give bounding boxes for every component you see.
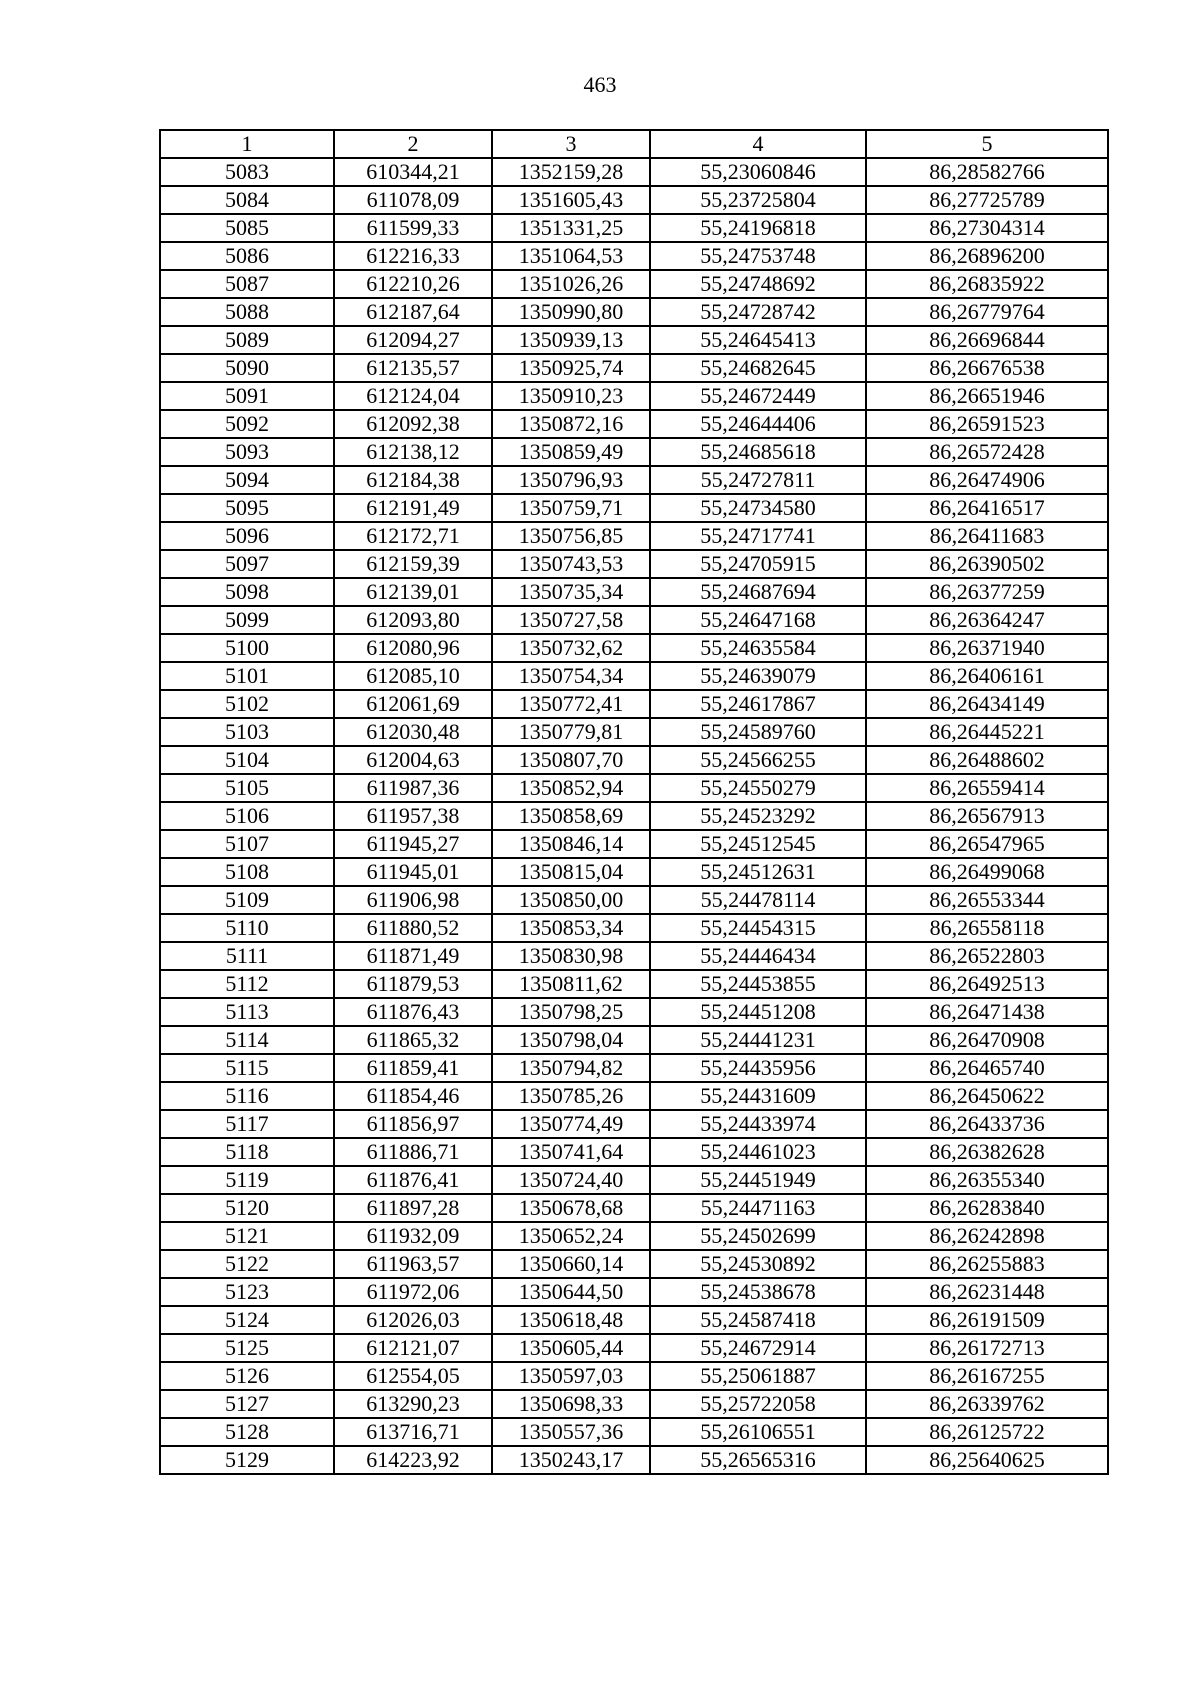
point-number-cell: 5087 <box>160 270 334 298</box>
point-number-cell: 5121 <box>160 1222 334 1250</box>
point-number-cell: 5127 <box>160 1390 334 1418</box>
point-number-cell: 5128 <box>160 1418 334 1446</box>
y-coordinate-cell: 1350652,24 <box>492 1222 650 1250</box>
y-coordinate-cell: 1350990,80 <box>492 298 650 326</box>
point-number-cell: 5108 <box>160 858 334 886</box>
latitude-cell: 55,25061887 <box>650 1362 866 1390</box>
y-coordinate-cell: 1350925,74 <box>492 354 650 382</box>
table-row <box>160 1446 1108 1474</box>
latitude-cell: 55,24451949 <box>650 1166 866 1194</box>
y-coordinate-cell: 1350853,34 <box>492 914 650 942</box>
latitude-cell: 55,24685618 <box>650 438 866 466</box>
longitude-cell: 86,26411683 <box>866 522 1108 550</box>
latitude-cell: 55,24687694 <box>650 578 866 606</box>
longitude-cell: 86,26434149 <box>866 690 1108 718</box>
y-coordinate-cell: 1350772,41 <box>492 690 650 718</box>
table-row <box>160 186 1108 214</box>
point-number-cell: 5092 <box>160 410 334 438</box>
x-coordinate-cell: 612554,05 <box>334 1362 492 1390</box>
x-coordinate-cell: 612085,10 <box>334 662 492 690</box>
longitude-cell: 86,26406161 <box>866 662 1108 690</box>
x-coordinate-cell: 611854,46 <box>334 1082 492 1110</box>
point-number-cell: 5095 <box>160 494 334 522</box>
point-number-cell: 5119 <box>160 1166 334 1194</box>
point-number-cell: 5118 <box>160 1138 334 1166</box>
y-coordinate-cell: 1350759,71 <box>492 494 650 522</box>
latitude-cell: 55,24682645 <box>650 354 866 382</box>
longitude-cell: 86,26779764 <box>866 298 1108 326</box>
x-coordinate-cell: 611945,27 <box>334 830 492 858</box>
y-coordinate-cell: 1350798,25 <box>492 998 650 1026</box>
longitude-cell: 86,27304314 <box>866 214 1108 242</box>
y-coordinate-cell: 1350644,50 <box>492 1278 650 1306</box>
longitude-cell: 86,26390502 <box>866 550 1108 578</box>
latitude-cell: 55,24530892 <box>650 1250 866 1278</box>
table-row <box>160 690 1108 718</box>
latitude-cell: 55,24753748 <box>650 242 866 270</box>
x-coordinate-cell: 611945,01 <box>334 858 492 886</box>
y-coordinate-cell: 1350557,36 <box>492 1418 650 1446</box>
latitude-cell: 55,24512631 <box>650 858 866 886</box>
table-row <box>160 438 1108 466</box>
longitude-cell: 86,26591523 <box>866 410 1108 438</box>
longitude-cell: 86,26553344 <box>866 886 1108 914</box>
latitude-cell: 55,24550279 <box>650 774 866 802</box>
longitude-cell: 86,26474906 <box>866 466 1108 494</box>
table-row <box>160 830 1108 858</box>
y-coordinate-cell: 1350785,26 <box>492 1082 650 1110</box>
latitude-cell: 55,24538678 <box>650 1278 866 1306</box>
y-coordinate-cell: 1350846,14 <box>492 830 650 858</box>
x-coordinate-cell: 611880,52 <box>334 914 492 942</box>
y-coordinate-cell: 1350754,34 <box>492 662 650 690</box>
table-row <box>160 998 1108 1026</box>
longitude-cell: 86,26172713 <box>866 1334 1108 1362</box>
x-coordinate-cell: 612187,64 <box>334 298 492 326</box>
table-row <box>160 1054 1108 1082</box>
point-number-cell: 5114 <box>160 1026 334 1054</box>
longitude-cell: 86,26488602 <box>866 746 1108 774</box>
x-coordinate-cell: 614223,92 <box>334 1446 492 1474</box>
table-row <box>160 270 1108 298</box>
table-row <box>160 718 1108 746</box>
y-coordinate-cell: 1350597,03 <box>492 1362 650 1390</box>
table-row <box>160 1418 1108 1446</box>
latitude-cell: 55,24566255 <box>650 746 866 774</box>
longitude-cell: 86,26242898 <box>866 1222 1108 1250</box>
table-row <box>160 1362 1108 1390</box>
latitude-cell: 55,24727811 <box>650 466 866 494</box>
longitude-cell: 86,26492513 <box>866 970 1108 998</box>
latitude-cell: 55,24431609 <box>650 1082 866 1110</box>
point-number-cell: 5094 <box>160 466 334 494</box>
table-row <box>160 746 1108 774</box>
point-number-cell: 5111 <box>160 942 334 970</box>
x-coordinate-cell: 611856,97 <box>334 1110 492 1138</box>
y-coordinate-cell: 1350756,85 <box>492 522 650 550</box>
table-row <box>160 914 1108 942</box>
table-row <box>160 410 1108 438</box>
table-row <box>160 1250 1108 1278</box>
longitude-cell: 86,26255883 <box>866 1250 1108 1278</box>
x-coordinate-cell: 612121,07 <box>334 1334 492 1362</box>
x-coordinate-cell: 612030,48 <box>334 718 492 746</box>
latitude-cell: 55,24512545 <box>650 830 866 858</box>
point-number-cell: 5083 <box>160 158 334 186</box>
longitude-cell: 86,26339762 <box>866 1390 1108 1418</box>
y-coordinate-cell: 1350732,62 <box>492 634 650 662</box>
point-number-cell: 5122 <box>160 1250 334 1278</box>
point-number-cell: 5125 <box>160 1334 334 1362</box>
point-number-cell: 5102 <box>160 690 334 718</box>
x-coordinate-cell: 612159,39 <box>334 550 492 578</box>
longitude-cell: 86,26465740 <box>866 1054 1108 1082</box>
point-number-cell: 5129 <box>160 1446 334 1474</box>
point-number-cell: 5105 <box>160 774 334 802</box>
column-header-2: 2 <box>334 130 492 158</box>
longitude-cell: 86,26567913 <box>866 802 1108 830</box>
x-coordinate-cell: 612184,38 <box>334 466 492 494</box>
y-coordinate-cell: 1350735,34 <box>492 578 650 606</box>
point-number-cell: 5088 <box>160 298 334 326</box>
latitude-cell: 55,24728742 <box>650 298 866 326</box>
longitude-cell: 86,26572428 <box>866 438 1108 466</box>
y-coordinate-cell: 1350727,58 <box>492 606 650 634</box>
point-number-cell: 5116 <box>160 1082 334 1110</box>
longitude-cell: 86,26522803 <box>866 942 1108 970</box>
point-number-cell: 5099 <box>160 606 334 634</box>
longitude-cell: 86,26896200 <box>866 242 1108 270</box>
point-number-cell: 5098 <box>160 578 334 606</box>
y-coordinate-cell: 1350859,49 <box>492 438 650 466</box>
point-number-cell: 5085 <box>160 214 334 242</box>
table-row <box>160 1194 1108 1222</box>
x-coordinate-cell: 612138,12 <box>334 438 492 466</box>
latitude-cell: 55,24644406 <box>650 410 866 438</box>
longitude-cell: 86,26547965 <box>866 830 1108 858</box>
latitude-cell: 55,24461023 <box>650 1138 866 1166</box>
table-row <box>160 858 1108 886</box>
longitude-cell: 86,26450622 <box>866 1082 1108 1110</box>
point-number-cell: 5110 <box>160 914 334 942</box>
longitude-cell: 86,26445221 <box>866 718 1108 746</box>
point-number-cell: 5113 <box>160 998 334 1026</box>
longitude-cell: 86,26676538 <box>866 354 1108 382</box>
table-row <box>160 1334 1108 1362</box>
y-coordinate-cell: 1350830,98 <box>492 942 650 970</box>
latitude-cell: 55,24441231 <box>650 1026 866 1054</box>
x-coordinate-cell: 612124,04 <box>334 382 492 410</box>
x-coordinate-cell: 612094,27 <box>334 326 492 354</box>
y-coordinate-cell: 1352159,28 <box>492 158 650 186</box>
point-number-cell: 5090 <box>160 354 334 382</box>
x-coordinate-cell: 611876,41 <box>334 1166 492 1194</box>
longitude-cell: 86,26416517 <box>866 494 1108 522</box>
y-coordinate-cell: 1350798,04 <box>492 1026 650 1054</box>
point-number-cell: 5100 <box>160 634 334 662</box>
table-header <box>160 130 1108 158</box>
x-coordinate-cell: 612191,49 <box>334 494 492 522</box>
table-row <box>160 1026 1108 1054</box>
longitude-cell: 86,26382628 <box>866 1138 1108 1166</box>
longitude-cell: 86,26167255 <box>866 1362 1108 1390</box>
table-row <box>160 494 1108 522</box>
table-row <box>160 522 1108 550</box>
x-coordinate-cell: 612080,96 <box>334 634 492 662</box>
table-row <box>160 578 1108 606</box>
latitude-cell: 55,24587418 <box>650 1306 866 1334</box>
latitude-cell: 55,26565316 <box>650 1446 866 1474</box>
table-row <box>160 774 1108 802</box>
longitude-cell: 86,26696844 <box>866 326 1108 354</box>
y-coordinate-cell: 1350678,68 <box>492 1194 650 1222</box>
latitude-cell: 55,24446434 <box>650 942 866 970</box>
y-coordinate-cell: 1350850,00 <box>492 886 650 914</box>
x-coordinate-cell: 611963,57 <box>334 1250 492 1278</box>
longitude-cell: 86,27725789 <box>866 186 1108 214</box>
table-row <box>160 382 1108 410</box>
point-number-cell: 5120 <box>160 1194 334 1222</box>
point-number-cell: 5124 <box>160 1306 334 1334</box>
longitude-cell: 86,26558118 <box>866 914 1108 942</box>
latitude-cell: 55,24635584 <box>650 634 866 662</box>
y-coordinate-cell: 1351026,26 <box>492 270 650 298</box>
x-coordinate-cell: 612172,71 <box>334 522 492 550</box>
x-coordinate-cell: 611078,09 <box>334 186 492 214</box>
table-row <box>160 606 1108 634</box>
latitude-cell: 55,24734580 <box>650 494 866 522</box>
longitude-cell: 86,26651946 <box>866 382 1108 410</box>
latitude-cell: 55,24453855 <box>650 970 866 998</box>
y-coordinate-cell: 1350618,48 <box>492 1306 650 1334</box>
longitude-cell: 86,26125722 <box>866 1418 1108 1446</box>
point-number-cell: 5097 <box>160 550 334 578</box>
x-coordinate-cell: 611871,49 <box>334 942 492 970</box>
latitude-cell: 55,24502699 <box>650 1222 866 1250</box>
table-row <box>160 214 1108 242</box>
y-coordinate-cell: 1351064,53 <box>492 242 650 270</box>
x-coordinate-cell: 612061,69 <box>334 690 492 718</box>
table-row <box>160 802 1108 830</box>
latitude-cell: 55,24433974 <box>650 1110 866 1138</box>
y-coordinate-cell: 1350939,13 <box>492 326 650 354</box>
y-coordinate-cell: 1350872,16 <box>492 410 650 438</box>
table-row <box>160 970 1108 998</box>
longitude-cell: 86,26559414 <box>866 774 1108 802</box>
y-coordinate-cell: 1350741,64 <box>492 1138 650 1166</box>
x-coordinate-cell: 612135,57 <box>334 354 492 382</box>
table-body <box>160 158 1108 1474</box>
point-number-cell: 5093 <box>160 438 334 466</box>
point-number-cell: 5091 <box>160 382 334 410</box>
table-row <box>160 1166 1108 1194</box>
x-coordinate-cell: 611972,06 <box>334 1278 492 1306</box>
column-header-5: 5 <box>866 130 1108 158</box>
y-coordinate-cell: 1350815,04 <box>492 858 650 886</box>
table-row <box>160 550 1108 578</box>
point-number-cell: 5106 <box>160 802 334 830</box>
x-coordinate-cell: 611879,53 <box>334 970 492 998</box>
latitude-cell: 55,24196818 <box>650 214 866 242</box>
longitude-cell: 86,26191509 <box>866 1306 1108 1334</box>
x-coordinate-cell: 611987,36 <box>334 774 492 802</box>
x-coordinate-cell: 611957,38 <box>334 802 492 830</box>
longitude-cell: 86,26499068 <box>866 858 1108 886</box>
latitude-cell: 55,24589760 <box>650 718 866 746</box>
point-number-cell: 5112 <box>160 970 334 998</box>
point-number-cell: 5117 <box>160 1110 334 1138</box>
latitude-cell: 55,24717741 <box>650 522 866 550</box>
y-coordinate-cell: 1350724,40 <box>492 1166 650 1194</box>
latitude-cell: 55,24523292 <box>650 802 866 830</box>
table-row <box>160 354 1108 382</box>
x-coordinate-cell: 612026,03 <box>334 1306 492 1334</box>
longitude-cell: 86,26231448 <box>866 1278 1108 1306</box>
table-row <box>160 1306 1108 1334</box>
point-number-cell: 5107 <box>160 830 334 858</box>
longitude-cell: 86,26364247 <box>866 606 1108 634</box>
table-row <box>160 662 1108 690</box>
longitude-cell: 86,26835922 <box>866 270 1108 298</box>
y-coordinate-cell: 1350794,82 <box>492 1054 650 1082</box>
x-coordinate-cell: 613716,71 <box>334 1418 492 1446</box>
y-coordinate-cell: 1350858,69 <box>492 802 650 830</box>
y-coordinate-cell: 1350852,94 <box>492 774 650 802</box>
table-row <box>160 242 1108 270</box>
x-coordinate-cell: 612216,33 <box>334 242 492 270</box>
y-coordinate-cell: 1350660,14 <box>492 1250 650 1278</box>
latitude-cell: 55,24617867 <box>650 690 866 718</box>
column-header-4: 4 <box>650 130 866 158</box>
x-coordinate-cell: 611886,71 <box>334 1138 492 1166</box>
point-number-cell: 5104 <box>160 746 334 774</box>
x-coordinate-cell: 613290,23 <box>334 1390 492 1418</box>
table-row <box>160 634 1108 662</box>
table-row <box>160 1110 1108 1138</box>
table-row <box>160 1138 1108 1166</box>
y-coordinate-cell: 1350698,33 <box>492 1390 650 1418</box>
longitude-cell: 86,26355340 <box>866 1166 1108 1194</box>
column-header-1: 1 <box>160 130 334 158</box>
y-coordinate-cell: 1350807,70 <box>492 746 650 774</box>
latitude-cell: 55,24639079 <box>650 662 866 690</box>
x-coordinate-cell: 610344,21 <box>334 158 492 186</box>
table-row <box>160 1390 1108 1418</box>
table-row <box>160 886 1108 914</box>
point-number-cell: 5086 <box>160 242 334 270</box>
point-number-cell: 5089 <box>160 326 334 354</box>
point-number-cell: 5109 <box>160 886 334 914</box>
longitude-cell: 86,26433736 <box>866 1110 1108 1138</box>
latitude-cell: 55,24748692 <box>650 270 866 298</box>
point-number-cell: 5115 <box>160 1054 334 1082</box>
longitude-cell: 86,26377259 <box>866 578 1108 606</box>
latitude-cell: 55,25722058 <box>650 1390 866 1418</box>
y-coordinate-cell: 1350796,93 <box>492 466 650 494</box>
x-coordinate-cell: 611599,33 <box>334 214 492 242</box>
table-row <box>160 1222 1108 1250</box>
y-coordinate-cell: 1350811,62 <box>492 970 650 998</box>
y-coordinate-cell: 1350743,53 <box>492 550 650 578</box>
longitude-cell: 86,28582766 <box>866 158 1108 186</box>
x-coordinate-cell: 611906,98 <box>334 886 492 914</box>
point-number-cell: 5103 <box>160 718 334 746</box>
y-coordinate-cell: 1350779,81 <box>492 718 650 746</box>
x-coordinate-cell: 611859,41 <box>334 1054 492 1082</box>
x-coordinate-cell: 612210,26 <box>334 270 492 298</box>
y-coordinate-cell: 1350605,44 <box>492 1334 650 1362</box>
latitude-cell: 55,24645413 <box>650 326 866 354</box>
x-coordinate-cell: 611876,43 <box>334 998 492 1026</box>
latitude-cell: 55,24451208 <box>650 998 866 1026</box>
latitude-cell: 55,26106551 <box>650 1418 866 1446</box>
header-row <box>160 130 1108 158</box>
x-coordinate-cell: 611932,09 <box>334 1222 492 1250</box>
latitude-cell: 55,23725804 <box>650 186 866 214</box>
table-row <box>160 158 1108 186</box>
x-coordinate-cell: 612139,01 <box>334 578 492 606</box>
latitude-cell: 55,24672449 <box>650 382 866 410</box>
point-number-cell: 5096 <box>160 522 334 550</box>
point-number-cell: 5126 <box>160 1362 334 1390</box>
x-coordinate-cell: 611897,28 <box>334 1194 492 1222</box>
longitude-cell: 86,26471438 <box>866 998 1108 1026</box>
x-coordinate-cell: 612093,80 <box>334 606 492 634</box>
y-coordinate-cell: 1350243,17 <box>492 1446 650 1474</box>
point-number-cell: 5084 <box>160 186 334 214</box>
point-number-cell: 5123 <box>160 1278 334 1306</box>
point-number-cell: 5101 <box>160 662 334 690</box>
coordinates-table <box>159 129 1109 1475</box>
longitude-cell: 86,26470908 <box>866 1026 1108 1054</box>
latitude-cell: 55,24478114 <box>650 886 866 914</box>
table-row <box>160 1082 1108 1110</box>
latitude-cell: 55,24435956 <box>650 1054 866 1082</box>
table-row <box>160 1278 1108 1306</box>
column-header-3: 3 <box>492 130 650 158</box>
latitude-cell: 55,24471163 <box>650 1194 866 1222</box>
longitude-cell: 86,26283840 <box>866 1194 1108 1222</box>
y-coordinate-cell: 1351331,25 <box>492 214 650 242</box>
table-row <box>160 326 1108 354</box>
x-coordinate-cell: 612004,63 <box>334 746 492 774</box>
x-coordinate-cell: 611865,32 <box>334 1026 492 1054</box>
latitude-cell: 55,24647168 <box>650 606 866 634</box>
latitude-cell: 55,24705915 <box>650 550 866 578</box>
table-row <box>160 942 1108 970</box>
x-coordinate-cell: 612092,38 <box>334 410 492 438</box>
latitude-cell: 55,23060846 <box>650 158 866 186</box>
y-coordinate-cell: 1350910,23 <box>492 382 650 410</box>
latitude-cell: 55,24672914 <box>650 1334 866 1362</box>
table-row <box>160 298 1108 326</box>
y-coordinate-cell: 1350774,49 <box>492 1110 650 1138</box>
page-number: 463 <box>583 72 617 97</box>
latitude-cell: 55,24454315 <box>650 914 866 942</box>
longitude-cell: 86,26371940 <box>866 634 1108 662</box>
y-coordinate-cell: 1351605,43 <box>492 186 650 214</box>
table-row <box>160 466 1108 494</box>
longitude-cell: 86,25640625 <box>866 1446 1108 1474</box>
